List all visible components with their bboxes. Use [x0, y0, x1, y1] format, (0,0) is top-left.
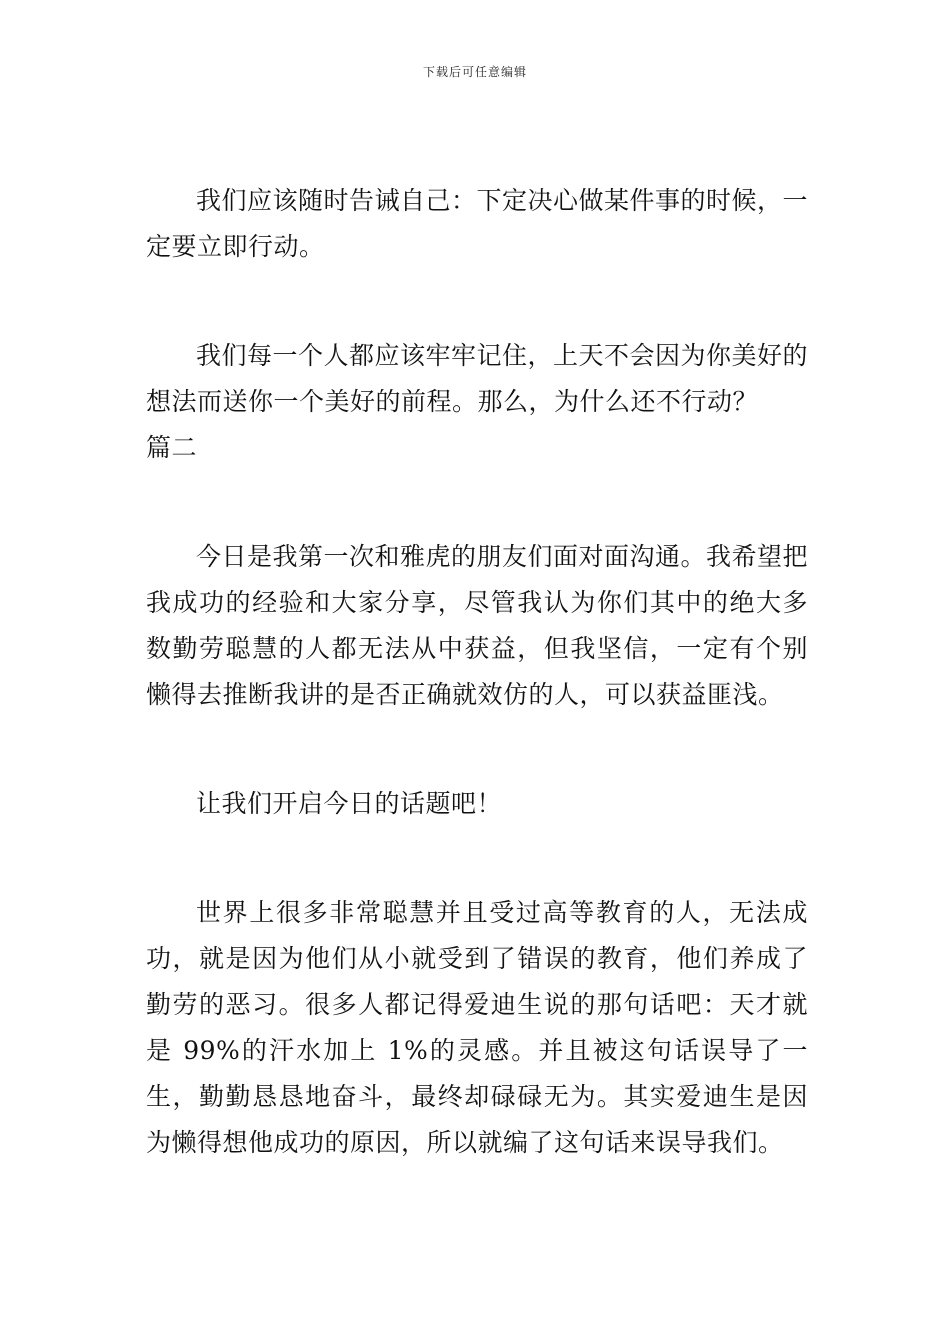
paragraph-3: 今日是我第一次和雅虎的朋友们面对面沟通。我希望把我成功的经验和大家分享，尽管我认为你们其中的绝大多数勤劳聪慧的人都无法从中获益，但我坚信，一定有个别懒得去推断我讲的是否正确就效仿的人，可以获益匪浅。 — [146, 542, 809, 709]
paragraph-2: 我们每一个人都应该牢牢记住，上天不会因为你美好的想法而送你一个美好的前程。那么，为什么还不行动？ — [146, 341, 809, 416]
page-header: 下载后可任意编辑 — [422, 65, 527, 79]
section-label: 篇二 — [146, 433, 198, 462]
document-body — [146, 178, 808, 1166]
paragraph-1: 我们应该随时告诫自己：下定决心做某件事的时候，一定要立即行动。 — [146, 186, 809, 261]
paragraph-4: 让我们开启今日的话题吧！ — [196, 789, 503, 818]
paragraph-5: 世界上很多非常聪慧并且受过高等教育的人，无法成功，就是因为他们从小就受到了错误的教育，他们养成了勤劳的恶习。很多人都记得爱迪生说的那句话吧：天才就是 99%的汗水加上 1%的灵感。并且被这句话误导了一生，勤勤恳恳地奋斗，最终却碌碌无为。其实爱迪生是因为懒得想他成功的原因，所以就编了这句话来误导我们。 — [146, 898, 808, 1157]
